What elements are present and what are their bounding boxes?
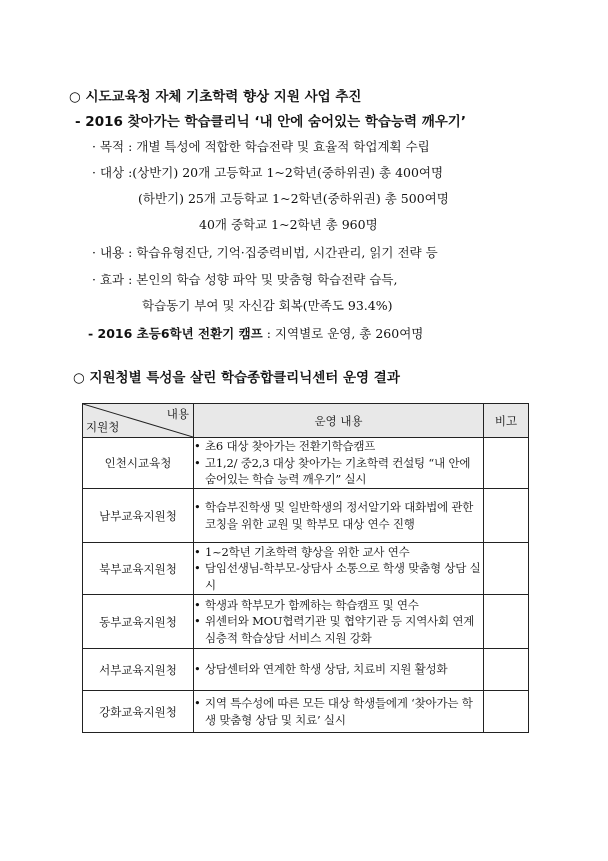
- list-item: • 초6 대상 찾아가는 전환기학습캠프: [194, 439, 376, 454]
- list-item: • 위센터와 MOU협력기관 및 협약기관 등 지역사회 연계 심층적 학습상담 서비스 지원 강화: [194, 614, 475, 645]
- effect-line-2: 학습동기 부여 및 자신감 회복(만족도 93.4%): [142, 298, 393, 313]
- contents-line: · 내용 : 학습유형진단, 기억·집중력비법, 시간관리, 읽기 전략 등: [92, 245, 438, 260]
- section2-heading: ○ 지원청별 특성을 살린 학습종합클리닉센터 운영 결과: [73, 370, 400, 386]
- note-cell: [484, 438, 529, 489]
- org-cell: 강화교육지원청: [83, 691, 194, 733]
- content-cell: [194, 543, 484, 595]
- table-row: [83, 489, 529, 543]
- note-cell: [484, 595, 529, 649]
- org-cell: 동부교육지원청: [83, 595, 194, 649]
- list-item: • 1~2학년 기초학력 향상을 위한 교사 연수: [194, 544, 410, 559]
- header-content-label: 내용: [166, 407, 189, 421]
- org-cell: 북부교육지원청: [83, 543, 194, 595]
- effect-line-1: · 효과 : 본인의 학습 성향 파악 및 맞춤형 학습전략 습득,: [92, 272, 398, 287]
- target-line-1: · 대상 :(상반기) 20개 고등학교 1~2학년(중하위권) 총 400여명: [92, 165, 444, 180]
- content-cell: [194, 595, 484, 649]
- results-table: [82, 403, 529, 733]
- org-cell: 남부교육지원청: [83, 489, 194, 543]
- list-item: • 담임선생님-학부모-상담사 소통으로 학생 맞춤형 상담 실시: [194, 561, 481, 592]
- org-cell: 인천시교육청: [83, 438, 194, 489]
- camp-line: [88, 325, 423, 343]
- camp-detail: : 지역별로 운영, 총 260여명: [262, 326, 424, 341]
- header-note: 비고: [484, 404, 529, 438]
- target-line-2: (하반기) 25개 고등학교 1~2학년(중하위권) 총 500여명: [138, 191, 449, 206]
- camp-title: - 2016 초등6학년 전환기 캠프: [88, 326, 263, 341]
- content-cell: [194, 691, 484, 733]
- list-item: • 상담센터와 연계한 학생 상담, 치료비 지원 활성화: [194, 662, 448, 677]
- table-row: [83, 438, 529, 489]
- org-cell: 서부교육지원청: [83, 649, 194, 691]
- table-row: [83, 543, 529, 595]
- note-cell: [484, 649, 529, 691]
- list-item: • 학생과 학부모가 함께하는 학습캠프 및 연수: [194, 597, 419, 612]
- list-item: • 학습부진학생 및 일반학생의 정서알기와 대화법에 관한 코칭을 위한 교원 및 학부모 대상 연수 진행: [194, 500, 474, 531]
- content-cell: [194, 489, 484, 543]
- note-cell: [484, 489, 529, 543]
- table-row: [83, 649, 529, 691]
- header-org-label: 지원청: [86, 420, 120, 434]
- header-content: 운영 내용: [194, 404, 484, 438]
- target-line-3: 40개 중학교 1~2학년 총 960명: [199, 217, 378, 232]
- table-row: [83, 595, 529, 649]
- clinic-program-title: - 2016 찾아가는 학습클리닉 ‘내 안에 숨어있는 학습능력 깨우기’: [75, 114, 466, 130]
- table-row: [83, 691, 529, 733]
- note-cell: [484, 543, 529, 595]
- purpose-line: · 목적 : 개별 특성에 적합한 학습전략 및 효율적 학업계획 수립: [92, 139, 430, 154]
- header-diagonal-cell: [83, 404, 194, 438]
- note-cell: [484, 691, 529, 733]
- section1-heading: ○ 시도교육청 자체 기초학력 향상 지원 사업 추진: [69, 89, 362, 105]
- content-cell: [194, 649, 484, 691]
- content-cell: [194, 438, 484, 489]
- list-item: • 고1,2/ 중2,3 대상 찾아가는 기초학력 컨설팅 “내 안에 숨어있는 학습 능력 깨우기” 실시: [194, 455, 471, 487]
- table-header-row: [83, 404, 529, 438]
- list-item: • 지역 특수성에 따른 모든 대상 학생들에게 ‘찾아가는 학생 맞춤형 상담 및 치료’ 실시: [194, 696, 473, 727]
